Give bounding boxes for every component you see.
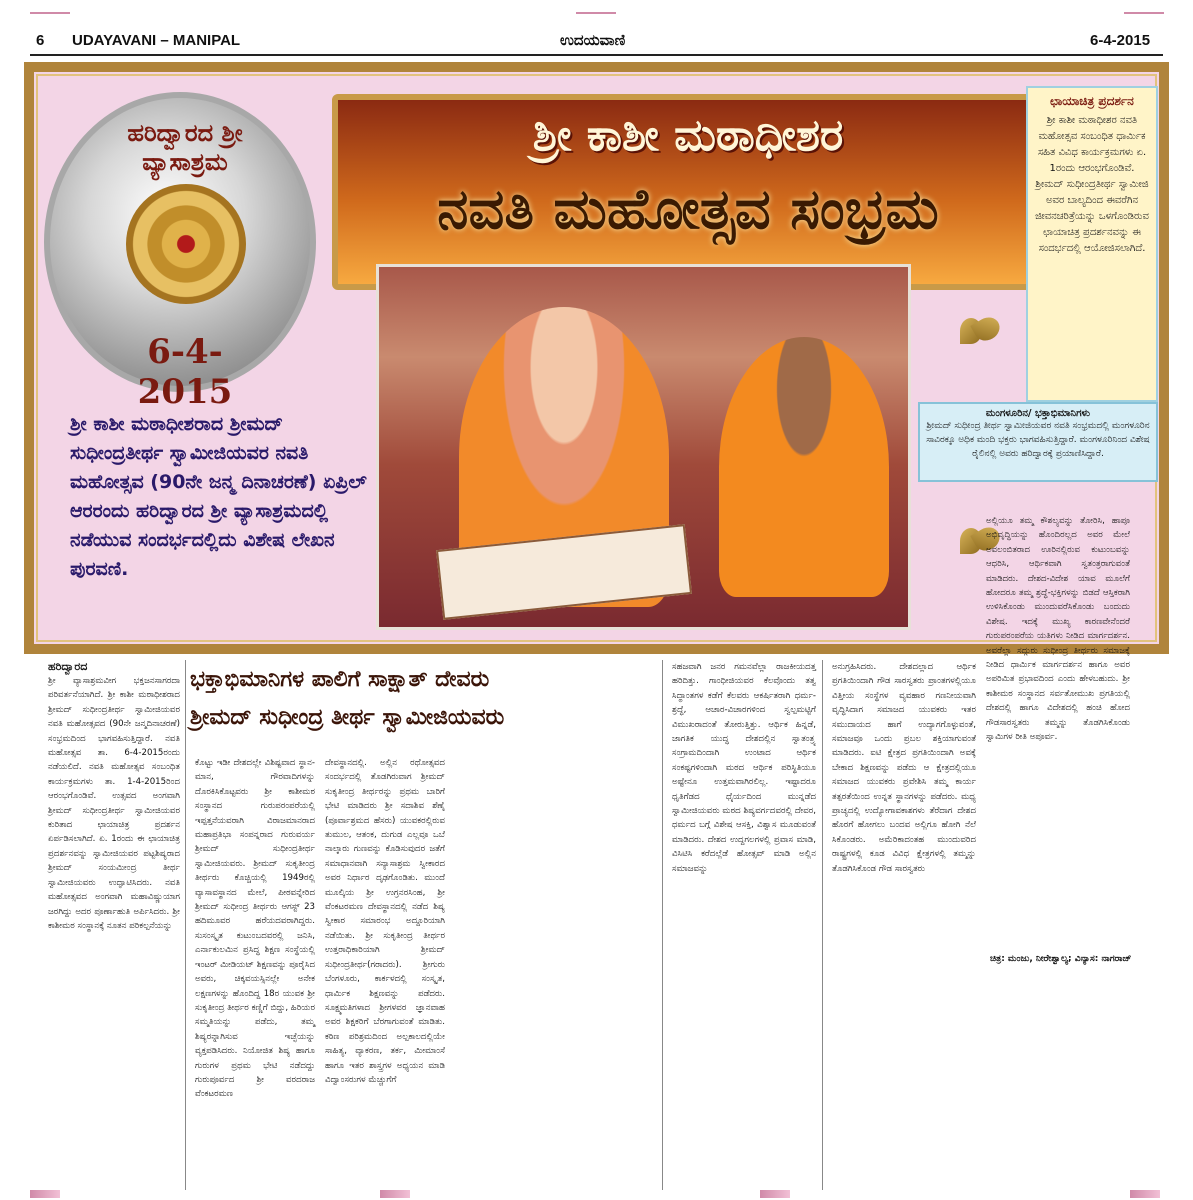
issue-date: 6-4-2015 <box>1090 32 1151 49</box>
devotees-sidebox <box>918 402 1158 482</box>
column-text: ಶ್ರೀ ವ್ಯಾಸಾಶ್ರಮವೀಗ ಭಕ್ತಜನಸಾಗರದಾ ಪರಿವರ್ತನೆಯಾಗಿದೆ. ಶ್ರೀ ಕಾಶೀ ಮಠಾಧೀಶರಾದ ಶ್ರೀಮದ್ ಸುಧೀಂದ್ರತೀರ್ಥ ಸ್ವಾಮೀಜಿಯವರ ನವತಿ ಮಹೋತ್ಸವದ (90ನೇ ಜನ್ಮದಿನಾಚರಣೆ) ಸಂಭ್ರಮದಿಂದ ಭಾಗವಹಿಸುತ್ತಿದ್ದಾರೆ. ನವತಿ ಮಹೋತ್ಸವ ತಾ. 6-4-2015ರಂದು ನಡೆಯಲಿದೆ. ನವತಿ ಮಹೋತ್ಸವ ಸಂಬಂಧಿತ ಕಾರ್ಯಕ್ರಮಗಳು ತಾ. 1-4-2015ರಿಂದ ಆರಂಭಗೊಂಡಿವೆ. ಉತ್ಸವದ ಅಂಗವಾಗಿ ಶ್ರೀಮದ್ ಸುಧೀಂದ್ರತೀರ್ಥ ಸ್ವಾಮೀಜಿಯವರ ಕುರಿತಾದ ಛಾಯಾಚಿತ್ರ ಪ್ರದರ್ಶನ ಏರ್ಪಡಿಸಲಾಗಿದೆ. ಏ. 1ರಂದು ಈ ಛಾಯಾಚಿತ್ರ ಪ್ರದರ್ಶನವನ್ನು ಸ್ವಾಮೀಜಿಯವರ ಪಟ್ಟಶಿಷ್ಯರಾದ ಶ್ರೀಮದ್ ಸಂಯಮೀಂದ್ರ ತೀರ್ಥ ಸ್ವಾಮೀಜಿಯವರು ಉದ್ಘಾಟಿಸಿದರು. ನವತಿ ಮಹೋತ್ಸವದ ಅಂಗವಾಗಿ ಮಹಾವಿಷ್ಣುಯಾಗ ಜರಗಿದ್ದು ಅದರ ಪೂರ್ಣಾಹುತಿ ಅರ್ಪಿಸಿದರು. ಶ್ರೀ ಕಾಶೀಮಠ ಸಂಸ್ಥಾನಕ್ಕೆ ನೂತನ ಪರಿಕಲ್ಪನೆಯನ್ನು <box>48 676 180 931</box>
medallion-arc-text: ಹರಿದ್ವಾರದ ಶ್ರೀ ವ್ಯಾಸಾಶ್ರಮ <box>127 118 243 176</box>
photo-figure-disciple <box>719 337 889 597</box>
medallion <box>44 92 316 412</box>
banner-title-line1: ಶ್ರೀ ಕಾಶೀ ಮಠಾಧೀಶರ <box>532 110 844 161</box>
medallion-date: 6-4-2015 <box>137 332 233 412</box>
exhibition-title: ಛಾಯಾಚಿತ್ರ ಪ್ರದರ್ಶನ <box>1050 94 1134 108</box>
paper-name: ಉದಯವಾಣಿ <box>560 32 626 49</box>
article <box>30 516 1170 1190</box>
masthead <box>0 0 1193 58</box>
intro-text: ಶ್ರೀ ಕಾಶೀ ಮಠಾಧೀಶರಾದ ಶ್ರೀಮದ್ ಸುಧೀಂದ್ರತೀರ್ಥ ಸ್ವಾಮೀಜಿಯವರ ನವತಿ ಮಹೋತ್ಸವ (90ನೇ ಜನ್ಮ ದಿನಾಚರಣೆ) ಏಪ್ರಿಲ್ ಆರರಂದು ಹರಿದ್ವಾರದ ಶ್ರೀ ವ್ಯಾಸಾಶ್ರಮದಲ್ಲಿ ನಡೆಯುವ ಸಂದರ್ಭದಲ್ಲಿದು ವಿಶೇಷ ಲೇಖನ ಪುರವಣಿ. <box>70 413 367 580</box>
banner-title-line2: ನವತಿ ಮಹೋತ್ಸವ ಸಂಭ್ರಮ <box>437 176 939 242</box>
page-number: 6 <box>36 32 45 49</box>
headline-line2: ಶ್ರೀಮದ್ ಸುಧೀಂದ್ರ ತೀರ್ಥ ಸ್ವಾಮೀಜಿಯವರು <box>190 704 505 730</box>
article-column-1 <box>48 660 180 933</box>
intro-text-block <box>70 410 370 584</box>
title-banner <box>332 94 1044 290</box>
article-column-3: ದೇವಸ್ಥಾನದಲ್ಲಿ. ಅಲ್ಲಿನ ರಥೋತ್ಸವದ ಸಂದರ್ಭದಲ್ಲಿ ತೊಡಗಿರುವಾಗ ಶ್ರೀಮದ್ ಸುಕೃತೀಂದ್ರ ತೀರ್ಥರನ್ನು ಪ್ರಥಮ ಬಾರಿಗೆ ಭೇಟಿ ಮಾಡಿದರು ಶ್ರೀ ಸದಾಶಿವ ಶೆಣೈ (ಪೂರ್ವಾಶ್ರಮದ ಹೆಸರು) ಯುವಕರಲ್ಲಿರುವ ತುಮುಲ, ಆತಂಕ, ದುಗುಡ ಎಲ್ಲವೂ ಒಬೆ ನಾಲ್ಕಾರು ಗುಣವನ್ನು ಕೊಡಿಸುವುದರ ಜತೆಗೆ ಸಮಾಧಾನವಾಗಿ ಸನ್ಯಾಸಾಶ್ರಮ ಸ್ವೀಕಾರದ ಅವರ ನಿರ್ಧಾರ ದೃಢಗೊಂಡಿತು. ಮುಂದೆ ಮೂಲ್ಕಿಯ ಶ್ರೀ ಉಗ್ರನರಸಿಂಹ, ಶ್ರೀ ವೆಂಕಟರಮಣ ದೇವಸ್ಥಾನದಲ್ಲಿ ನಡೆದ ಶಿಷ್ಯ ಸ್ವೀಕಾರ ಸಮಾರಂಭ ಅದ್ದೂರಿಯಾಗಿ ನಡೆಯಿತು. ಶ್ರೀ ಸುಕೃತೀಂದ್ರ ತೀರ್ಥರ ಉತ್ತರಾಧಿಕಾರಿಯಾಗಿ ಶ್ರೀಮದ್ ಸುಧೀಂದ್ರತೀರ್ಥ(ಗರಾದರು). ಶ್ರೀಗುರು ಬೆಂಗಳೂರು, ಕಾರ್ಕಳದಲ್ಲಿ ಸಂಸ್ಕೃತ, ಧಾರ್ಮಿಕ ಶಿಕ್ಷಣವನ್ನು ಪಡೆದರು. ಸೂಕ್ಷ್ಮಮತಿಗಳಾದ ಶ್ರೀಗಳವರ ಜ್ಞಾನವಾಹ ಅವರ ಶಿಕ್ಷಕರಿಗೆ ಬೆರಗಾಗುವಂತೆ ಮಾಡಿತು. ಕಠಿಣ ಪರಿಶ್ರಮದಿಂದ ಅಲ್ಪಕಾಲದಲ್ಲಿಯೇ ಸಾಹಿತ್ಯ, ವ್ಯಾಕರಣ, ತರ್ಕ, ಮೀಮಾಂಸೆ ಹಾಗೂ ಇತರ ಶಾಸ್ತ್ರಗಳ ಅಧ್ಯಯನ ಮಾಡಿ ವಿದ್ವಾಂಸರುಗಳ ಮೆಚ್ಚುಗೆಗೆ <box>325 758 445 1085</box>
article-column-2: ಕೊಟ್ಟು ಇಡೀ ದೇಶದಲ್ಲೇ ವಿಶಿಷ್ಟವಾದ ಸ್ಥಾನ-ಮಾನ, ಗೌರವಾದಿಗಳನ್ನು ದೊರಕಿಸಿಕೊಟ್ಟವರು ಶ್ರೀ ಕಾಶೀಮಠ ಸಂಸ್ಥಾನದ ಗುರುಪರಂಪರೆಯಲ್ಲಿ ಇಪ್ಪತ್ತನೆಯವರಾಗಿ ವಿರಾಜಮಾನರಾದ ಮಹಾಪ್ರತಿಭಾ ಸಂಪನ್ನರಾದ ಗುರುವರ್ಯ ಶ್ರೀಮದ್ ಸುಧೀಂದ್ರತೀರ್ಥ ಸ್ವಾಮೀಜಿಯವರು. ಶ್ರೀಮದ್ ಸುಕೃತೀಂದ್ರ ತೀರ್ಥರು ಕೊಚ್ಚಿಯಲ್ಲಿ 1949ರಲ್ಲಿ ವ್ಯಾಸಾವಸ್ಥಾನದ ಮೇಲೆ, ಪೀಠವನ್ನೇರಿದ ಶ್ರೀಮದ್ ಸುಧೀಂದ್ರ ತೀರ್ಥರು ಆಗಸ್ಟ್ 23 ಹದಿಮೂವರ ಹರೆಯದವರಾಗಿದ್ದರು. ಸುಸಂಸ್ಕೃತ ಕುಟುಂಬದವರಲ್ಲಿ ಜನಿಸಿ, ಎರ್ನಾಕುಲಮಿನ ಪ್ರಸಿದ್ಧ ಶಿಕ್ಷಣ ಸಂಸ್ಥೆಯಲ್ಲಿ ಇಂಟರ್ ಮೀಡಿಯಟ್ ಶಿಕ್ಷಣವನ್ನು ಪೂರೈಸಿದ ಅವರು, ಚಿಕ್ಕವಯಸ್ಸಿನಲ್ಲೇ ಅನೇಕ ಲಕ್ಷಣಗಳನ್ನು ಹೊಂದಿದ್ದ 18ರ ಯುವಕ ಶ್ರೀ ಸುಕೃತೀಂದ್ರ ತೀರ್ಥರ ಕಣ್ಣಿಗೆ ಬಿದ್ದು, ಹಿರಿಯರ ಸಮ್ಮತಿಯನ್ನು ಪಡೆದು, ತಮ್ಮ ಶಿಷ್ಯರನ್ನಾಗಿಸುವ ಇಚ್ಛೆಯನ್ನು ವ್ಯಕ್ತಪಡಿಸಿದರು. ನಿಯೋಜಿತ ಶಿಷ್ಯ ಹಾಗೂ ಗುರುಗಳ ಪ್ರಥಮ ಭೇಟಿ ನಡೆದದ್ದು ಗುರುಪೂರ್ವದ ಶ್ರೀ ವರದರಾಜ ವೆಂಕಟರಮಣ <box>195 758 315 1100</box>
exhibition-sidebox <box>1026 86 1158 402</box>
article-headline <box>190 660 710 736</box>
ornament-left <box>30 6 70 20</box>
edition-label: UDAYAVANI – MANIPAL <box>72 32 241 49</box>
feature-photo <box>376 264 911 630</box>
gold-leaf-ornament-icon <box>954 312 1006 352</box>
footer-ornament <box>0 1188 1193 1200</box>
article-column-5b: ಸಹಜವಾಗಿ ಜನರ ಗಮನವೆಲ್ಲಾ ರಾಜಕೀಯದತ್ತ ಹರಿದಿತ್ತು. ಗಾಂಧೀಜಿಯವರ ಕೆಲವೊಂದು ತತ್ವ ಸಿದ್ಧಾಂತಗಳ ಕಡೆಗೆ ಕೆಲವರು ಆಕರ್ಷಿತರಾಗಿ ಧರ್ಮ-ಶ್ರದ್ಧೆ, ಆಚಾರ-ವಿಚಾರಗಳಿಂದ ಸ್ವಲ್ಪಮಟ್ಟಿಗೆ ವಿಮುಖರಾದಂತೆ ತೋರುತ್ತಿತ್ತು. ಆರ್ಥಿಕ ಹಿನ್ನಡೆ, ಜಾಗತಿಕ ಯುದ್ಧ ದೇಶದಲ್ಲಿನ ಸ್ವಾತಂತ್ರ್ಯ ಸಂಗ್ರಾಮದಿಂದಾಗಿ ಉಂಟಾದ ಆರ್ಥಿಕ ಸಂಕಷ್ಟಗಳಿಂದಾಗಿ ಮಠದ ಆರ್ಥಿಕ ಪರಿಸ್ಥಿತಿಯೂ ಅಷ್ಟೇನೂ ಉತ್ತಮವಾಗಿರಲಿಲ್ಲ. ಇಷ್ಟಾದರೂ ಧೃತಿಗೆಡದ ಧೈರ್ಯದಿಂದ ಮುನ್ನಡೆದ ಸ್ವಾಮೀಜಿಯವರು ಮಠದ ಶಿಷ್ಯವರ್ಗದವರಲ್ಲಿ ದೇವರ, ಧರ್ಮದ ಬಗ್ಗೆ ವಿಶೇಷ ಆಸಕ್ತಿ, ವಿಶ್ವಾಸ ಮೂಡುವಂತೆ ಮಾಡಿದರು. ದೇಶದ ಉದ್ದಗಲಗಳಲ್ಲಿ ಪ್ರವಾಸ ಮಾಡಿ, ವಿಸಿಟಿಸಿ ಕರೆದಲ್ಲೆಡೆ ಹೋತ್ಸವ್ ಮಾಡಿ ಅಲ್ಲಿನ ಸಮಾಜವನ್ನು <box>672 662 816 874</box>
article-column-6: ಅನುಗ್ರಹಿಸಿದರು. ದೇಶದಲ್ಲಾದ ಆರ್ಥಿಕ ಪ್ರಗತಿಯಿಂದಾಗಿ ಗೌಡ ಸಾರಸ್ವತರು ಪ್ರಾಂತಗಳಲ್ಲಿಯೂ ವಿತ್ತೀಯ ಸಂಸ್ಥೆಗಳ ವ್ಯವಹಾರ ಗಣನೀಯವಾಗಿ ವೃದ್ಧಿಸಿದಾಗ ಸಮಾಜದ ಯುವಕರು ಇತರ ಸಮುದಾಯದ ಹಾಗೆ ಉದ್ಯಾಗಗೊಳ್ಳುವಂತೆ, ಸಮಾಜವೂ ಒಂದು ಪ್ರಬಲ ಶಕ್ತಿಯಾಗುವಂತೆ ಮಾಡಿದರು. ಐಟಿ ಕ್ಷೇತ್ರದ ಪ್ರಗತಿಯಿಂದಾಗಿ ಅವಕ್ಕೆ ಬೇಕಾದ ಶಿಕ್ಷಣವನ್ನು ಪಡೆದು ಆ ಕ್ಷೇತ್ರದಲ್ಲಿಯೂ ಸಮಾಜದ ಯುವಕರು ಪ್ರವೇಶಿಸಿ ತಮ್ಮ ಕಾರ್ಯ ತತ್ಪರತೆಯಿಂದ ಉನ್ನತ ಸ್ಥಾನಗಳನ್ನು ಪಡೆದರು. ಮಧ್ಯ ಪ್ರಾಚ್ಯದಲ್ಲಿ ಉದ್ಯೋಗಾವಕಾಶಗಳು ತೆರೆದಾಗ ದೇಶದ ಹೊರಗೆ ಹೋಗಲು ಬಂದವ ಅಲ್ಲಿಗೂ ಹೋಗಿ ನೆಲೆ ಸಿಕೊಂಡರು. ಅಮೆರಿಕಾದಂತಹ ಮುಂದುವರಿದ ರಾಷ್ಟ್ರಗಳಲ್ಲಿ ಕೂಡ ವಿವಿಧ ಕ್ಷೇತ್ರಗಳಲ್ಲಿ ತಮ್ಮನ್ನು ತೊಡಗಿಸಿಕೊಂಡ ಗೌಡ ಸಾರಸ್ವತರು <box>832 662 976 874</box>
photo-credit: ಚಿತ್ರ: ಮಂಜು, ನೀರೇಶ್ವಾಲ್ಯ; ವಿನ್ಯಾಸ: ನಾಗರಾಜ್ <box>990 954 1132 964</box>
devotees-body: ಶ್ರೀಮದ್ ಸುಧೀಂದ್ರ ತೀರ್ಥ ಸ್ವಾಮೀಜಿಯವರ ನವತಿ ಸಂಭ್ರಮದಲ್ಲಿ ಮಂಗಳೂರಿನ ಸಾವಿರಕ್ಕೂ ಅಧಿಕ ಮಂದಿ ಭಕ್ತರು ಭಾಗವಹಿಸುತ್ತಿದ್ದಾರೆ. ಮಂಗಳೂರಿನಿಂದ ವಿಶೇಷ ರೈಲಿನಲ್ಲಿ ಅವರು ಹರಿದ್ವಾರಕ್ಕೆ ಪ್ರಯಾಣಿಸಿದ್ದಾರೆ. <box>926 421 1150 459</box>
exhibition-body: ಶ್ರೀ ಕಾಶೀ ಮಠಾಧೀಶರ ನವತಿ ಮಹೋತ್ಸವ ಸಂಬಂಧಿತ ಧಾರ್ಮಿಕ ಸಹಿತ ವಿವಿಧ ಕಾರ್ಯಕ್ರಮಗಳು ಏ. 1ರಂದು ಆರಂಭಗೊಂಡಿವೆ. ಶ್ರೀಮದ್ ಸುಧೀಂದ್ರತೀರ್ಥ ಸ್ವಾಮೀಜಿ ಅವರ ಬಾಲ್ಯದಿಂದ ಈವರೆಗಿನ ಜೀವನಚರಿತ್ರೆಯನ್ನು ಒಳಗೊಂಡಿರುವ ಛಾಯಾಚಿತ್ರ ಪ್ರದರ್ಶನವನ್ನು ಈ ಸಂದರ್ಭದಲ್ಲಿ ಆಯೋಜಿಸಲಾಗಿದೆ. <box>1035 115 1149 254</box>
gold-flower-emblem <box>126 184 246 304</box>
column-rule <box>662 660 663 1190</box>
headline-line1: ಭಕ್ತಾಭಿಮಾನಿಗಳ ಪಾಲಿಗೆ ಸಾಕ್ಷಾತ್ ದೇವರು <box>190 666 490 692</box>
devotees-title: ಮಂಗಳೂರಿನ/ ಭಕ್ತಾಭಿಮಾನಿಗಳು <box>985 408 1091 419</box>
ornament-right <box>1124 6 1164 20</box>
column-rule <box>822 660 823 1190</box>
masthead-rule <box>30 54 1163 56</box>
article-column-7: ಅಲ್ಲಿಯೂ ತಮ್ಮ ಕೌಶಲ್ಯವನ್ನು ತೋರಿಸಿ, ಹಾಪೂ ಅಭಿವೃದ್ಧಿಯನ್ನು ಹೊಂದಿರಲ್ಲದ ಅವರ ಮೇಲೆ ಅವಲಂಬಿತರಾದ ಊರಿನಲ್ಲಿರುವ ಕುಟುಂಬವನ್ನು ಆಧರಿಸಿ, ಆರ್ಥಿಕವಾಗಿ ಸ್ವತಂತ್ರರಾಗುವಂತೆ ಮಾಡಿದರು. ದೇಶದ-ವಿದೇಶ ಯಾವ ಮೂಲೆಗೆ ಹೋದರೂ ತಮ್ಮ ಶ್ರದ್ಧೆ-ಭಕ್ತಿಗಳನ್ನು ಬಿಡದೆ ಆಸ್ತಿಕರಾಗಿ ಉಳಿಸಿಕೊಂಡು ಮುಂದುವರೆಸಿಕೊಂಡು ಬಂದುದು ವಿಶೇಷ. ಇದಕ್ಕೆ ಮುಖ್ಯ ಕಾರಣವೇನೆಂದರೆ ಗುರುಪರಂಪರೆಯ ಯತಿಗಳು ನೀಡಿದ ಮಾರ್ಗದರ್ಶನ. ಅವರೆಲ್ಲಾ ಸದ್ಗುರು ಸುಧೀಂದ್ರ ತೀರ್ಥರು ಸಮಾಜಕ್ಕೆ ನೀಡಿದ ಧಾರ್ಮಿಕ ಮಾರ್ಗದರ್ಶನ ಹಾಗೂ ಅವರ ಅಪರಿಮಿತ ಪ್ರಭಾವದಿಂದ ಎಂದು ಹೇಳಬಹುದು. ಶ್ರೀ ಕಾಶೀಮಠ ಸಂಸ್ಥಾನದ ಸರ್ವತೋಮುಖ ಪ್ರಗತಿಯಲ್ಲಿ ದೇಶದಲ್ಲಿ ಹಾಗೂ ವಿದೇಶದಲ್ಲಿ ಹಂಚಿ ಹೋದ ಗೌಡಸಾರಸ್ವತರು ತಮ್ಮನ್ನು ತೊಡಗಿಸಿಕೊಂಡು ಸ್ವಾಮಿಗಳ ರೀತಿ ಅಪೂರ್ವ. <box>986 516 1130 743</box>
column-rule <box>185 660 186 1190</box>
column-kicker: ಹರಿದ್ವಾರದ <box>48 660 88 673</box>
ornament-center <box>576 6 616 20</box>
